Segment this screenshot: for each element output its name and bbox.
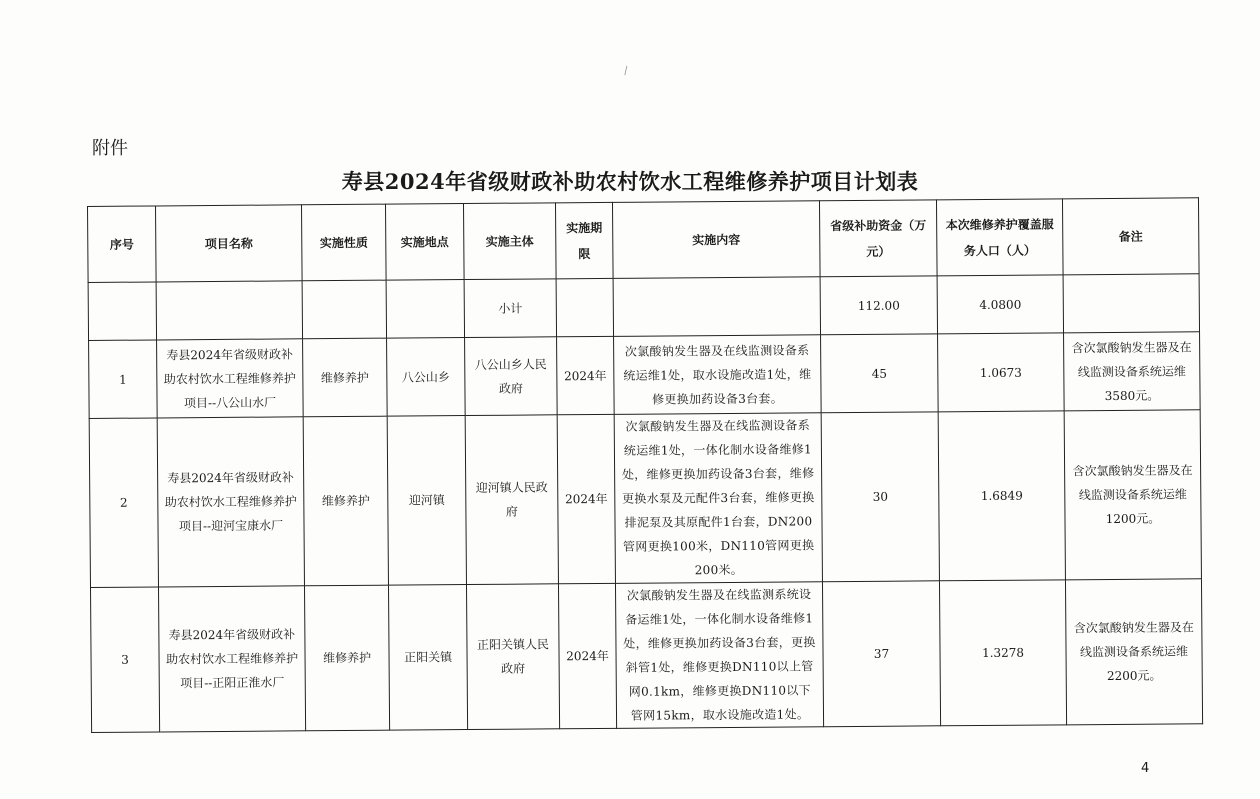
row-remark: 含次氯酸钠发生器及在线监测设备系统运维1200元。 <box>1064 410 1201 580</box>
row-population: 1.6849 <box>938 411 1065 581</box>
attachment-label: 附件 <box>92 138 128 159</box>
row-nature: 维修养护 <box>303 338 388 417</box>
row-entity: 正阳关镇人民政府 <box>466 584 559 730</box>
row-funding: 30 <box>821 412 939 582</box>
row-population: 1.3278 <box>939 580 1066 726</box>
row-location: 正阳关镇 <box>388 585 467 731</box>
header-remark: 备注 <box>1062 198 1199 275</box>
header-content: 实施内容 <box>612 201 820 279</box>
header-period: 实施期限 <box>555 202 613 278</box>
row-content: 次氯酸钠发生器及在线监测设备系统运维1处，一体化制水设备维修1处，维修更换加药设备3台套，维修更换水泵及元配件3台套，维修更换排泥泵及其原配件1台套，DN200管网更换100米，DN110管网更换200米。 <box>614 413 822 584</box>
header-location: 实施地点 <box>385 204 464 281</box>
row-period: 2024年 <box>557 336 615 414</box>
header-entity: 实施主体 <box>463 203 556 280</box>
row-location: 迎河镇 <box>387 416 466 586</box>
row-project-name: 寿县2024年省级财政补助农村饮水工程维修养护项目--迎河宝康水厂 <box>157 417 304 587</box>
header-seq: 序号 <box>88 206 157 283</box>
subtotal-row <box>88 274 1199 341</box>
table-row <box>89 410 1201 588</box>
scan-speck: \ <box>620 63 631 78</box>
row-funding: 37 <box>822 581 940 727</box>
page-number: 4 <box>1141 761 1150 776</box>
document-title: 寿县2024年省级财政补助农村饮水工程维修养护项目计划表 <box>341 169 919 194</box>
subtotal-population: 4.0800 <box>937 275 1063 334</box>
header-name: 项目名称 <box>156 205 303 282</box>
header-funding: 省级补助资金（万元） <box>819 200 937 277</box>
header-nature: 实施性质 <box>301 204 386 281</box>
row-funding: 45 <box>821 334 939 413</box>
row-remark: 含次氯酸钠发生器及在线监测设备系统运维2200元。 <box>1065 579 1202 725</box>
row-entity: 八公山乡人民政府 <box>465 337 558 416</box>
row-seq: 3 <box>90 587 159 733</box>
row-location: 八公山乡 <box>387 338 466 417</box>
subtotal-funding: 112.00 <box>820 276 937 335</box>
header-population: 本次维修养护覆盖服务人口（人） <box>936 199 1063 276</box>
row-content: 次氯酸钠发生器及在线监测系统设备运维1处，一体化制水设备维修1处，维修更换加药设备3台套，更换斜管1处，维修更换DN110以上管网0.1km，维修更换DN110以下管网15km，取水设施改造1处。 <box>615 582 823 729</box>
row-project-name: 寿县2024年省级财政补助农村饮水工程维修养护项目--正阳正淮水厂 <box>158 586 305 732</box>
row-remark: 含次氯酸钠发生器及在线监测设备系统运维3580元。 <box>1064 332 1201 411</box>
subtotal-label: 小计 <box>464 279 556 338</box>
row-population: 1.0673 <box>938 333 1065 412</box>
table-row <box>89 332 1201 419</box>
row-project-name: 寿县2024年省级财政补助农村饮水工程维修养护项目--八公山水厂 <box>157 339 304 418</box>
project-plan-table <box>87 197 1203 733</box>
row-entity: 迎河镇人民政府 <box>465 415 558 585</box>
row-nature: 维修养护 <box>304 585 389 731</box>
row-seq: 2 <box>89 418 158 588</box>
row-period: 2024年 <box>557 414 615 583</box>
table-row <box>90 579 1202 733</box>
row-seq: 1 <box>89 340 158 419</box>
row-content: 次氯酸钠发生器及在线监测设备系统运维1处，取水设施改造1处，维修更换加药设备3台套。 <box>614 335 822 415</box>
table-header-row <box>88 198 1200 283</box>
row-period: 2024年 <box>558 583 616 728</box>
row-nature: 维修养护 <box>303 416 388 586</box>
